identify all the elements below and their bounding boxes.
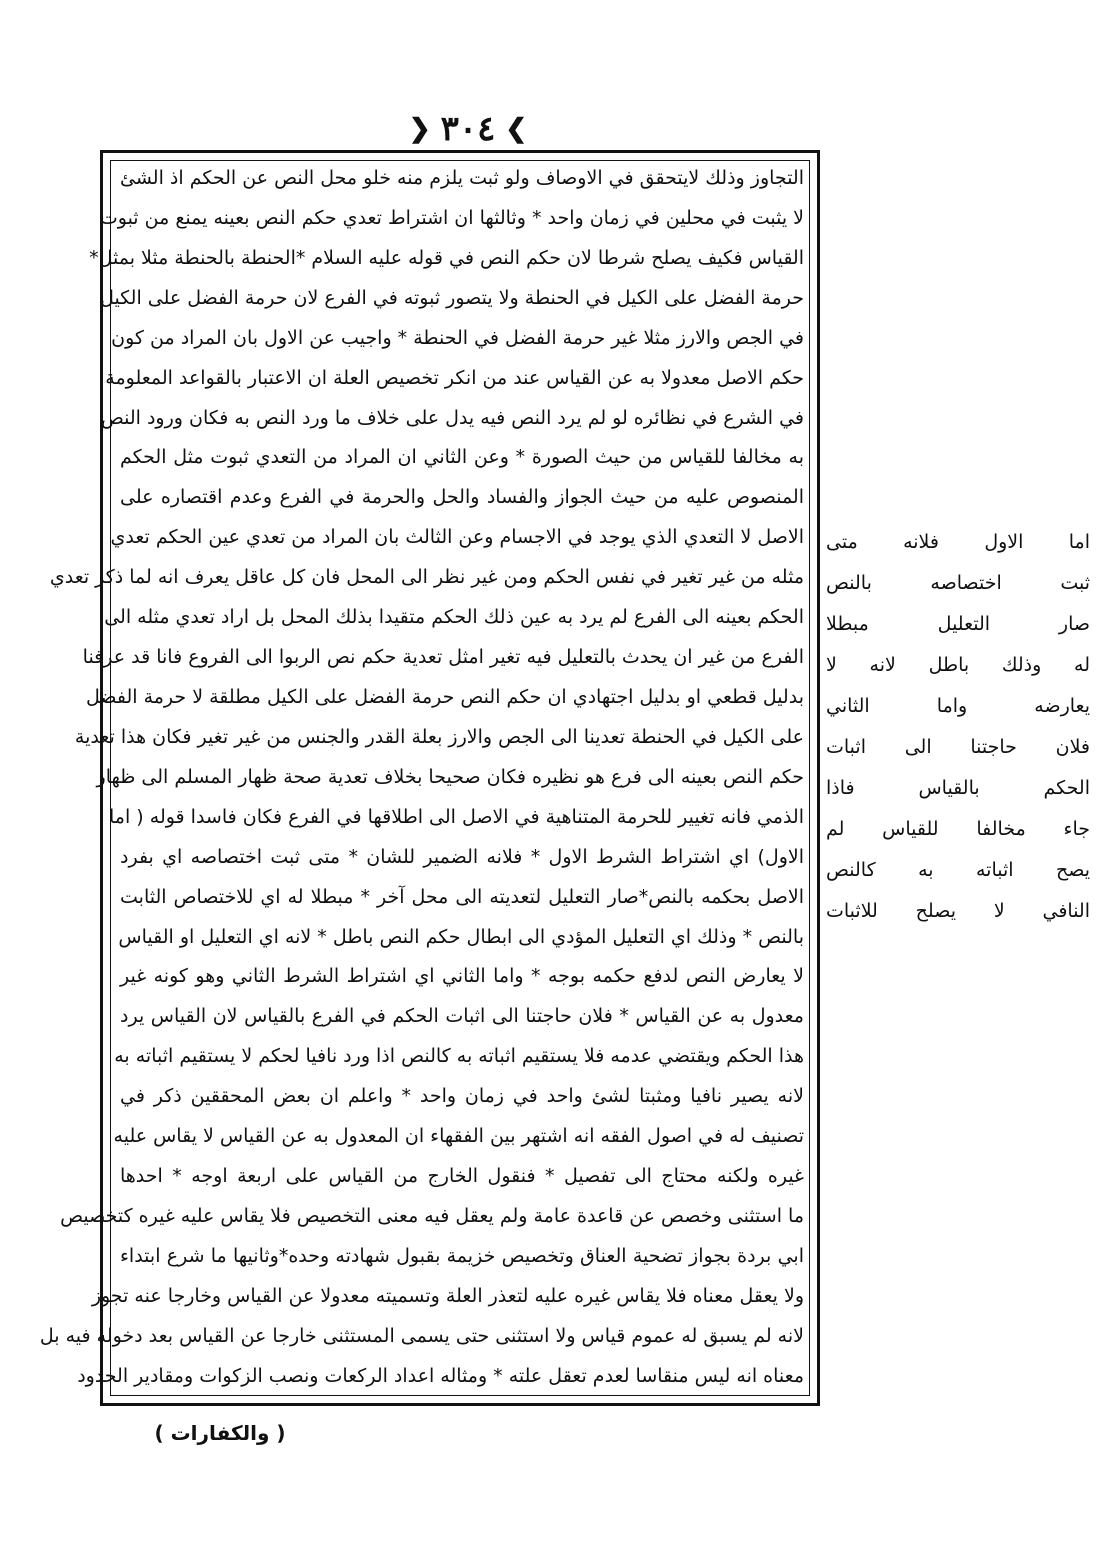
margin-note-line: صار التعليل مبطلا bbox=[826, 613, 1090, 635]
main-text-block bbox=[39, 164, 804, 1392]
text-line: الاصل لا التعدي الذي يوجد في الاجسام وعن الثالث بان المراد من تعدي عين الحكم تعدي bbox=[110, 526, 804, 549]
text-line: لا يعارض النص لدفع حكمه بوجه * واما الثاني اي اشتراط الشرط الثاني وهو كونه غير bbox=[120, 965, 804, 988]
catchword: ( والكفارات ) bbox=[154, 1421, 286, 1445]
text-line: المنصوص عليه من حيث الجواز والفساد والحل والحرمة في الفرع وعدم اقتصاره على bbox=[120, 486, 804, 509]
margin-note-line: له وذلك باطل لانه لا bbox=[826, 654, 1090, 676]
text-line: بدليل قطعي او بدليل اجتهادي ان حكم النص حرمة الفضل على الكيل مطلقة لا حرمة الفضل bbox=[85, 685, 804, 708]
text-line: في الشرع في نظائره لو لم يرد النص فيه يدل على خلاف ما ورد النص به فكان ورود النص bbox=[100, 406, 804, 429]
text-line: معدول به عن القياس * فلان حاجتنا الى اثبات الحكم في الفرع بالقياس لان القياس يرد bbox=[120, 1005, 804, 1028]
margin-note-line: يعارضه واما الثاني bbox=[826, 695, 1090, 717]
margin-note-line: جاء مخالفا للقياس لم bbox=[826, 818, 1090, 840]
text-line: ما استثنى وخصص عن قاعدة عامة ولم يعقل فيه معنى التخصيص فلا يقاس عليه غيره كتخصيص bbox=[60, 1204, 804, 1227]
text-line: حكم الاصل معدولا به عن القياس عند من انكر تخصيص العلة ان الاعتبار بالقواعد المعلومة bbox=[105, 366, 804, 389]
text-line: الفرع من غير ان يحدث بالتعليل فيه تغير امثل تعدية حكم نص الربوا الى الفروع فانا قد عرفنا bbox=[82, 646, 804, 669]
page-number bbox=[398, 108, 538, 150]
text-line: معناه انه ليس منقاسا لعدم تعقل علته * ومثاله اعداد الركعات ونصب الزكوات ومقادير الحدود bbox=[77, 1364, 804, 1387]
margin-note-line: فلان حاجتنا الى اثبات bbox=[826, 736, 1090, 758]
margin-note-line: يصح اثباته به كالنص bbox=[826, 859, 1090, 881]
text-line: حرمة الفضل على الكيل في الحنطة ولا يتصور ثبوته في الفرع لان حرمة الفضل على الكيل bbox=[100, 286, 804, 309]
text-line: الاول) اي اشتراط الشرط الاول * فلانه الضمير للشان * متى ثبت اختصاصه اي بفرد bbox=[120, 845, 804, 868]
text-line: غيره ولكنه محتاج الى تفصيل * فنقول الخارج من القياس على اربعة اوجه * احدها bbox=[120, 1165, 804, 1188]
text-line: في الجص والارز مثلا غير حرمة الفضل في الحنطة * واجيب عن الاول بان المراد من كون bbox=[111, 326, 804, 349]
margin-note-line: اما الاول فلانه متى bbox=[826, 531, 1090, 553]
text-line: لا يثبت في محلين في زمان واحد * وثالثها ان اشتراط تعدي حكم النص بعينه يمنع من ثبوت bbox=[99, 206, 804, 229]
margin-note-line: ثبت اختصاصه بالنص bbox=[826, 572, 1090, 594]
margin-note-line: النافي لا يصلح للاثبات bbox=[826, 900, 1090, 922]
text-line: لانه لم يسبق له عموم قياس ولا استثنى حتى يسمى المستثنى خارجا عن القياس بعد دخوله فيه بل bbox=[39, 1324, 804, 1347]
text-line: الاصل بحكمه بالنص*صار التعليل لتعديته الى محل آخر * مبطلا له اي للاختصاص الثابت bbox=[120, 885, 804, 908]
ornament-left-icon: ❮ bbox=[408, 114, 431, 144]
text-line: القياس فكيف يصلح شرطا لان حكم النص في قوله عليه السلام *الحنطة بالحنطة مثلا بمثل* bbox=[89, 246, 804, 269]
text-line: تصنيف له في اصول الفقه انه اشتهر بين الفقهاء ان المعدول به عن القياس لا يقاس عليه bbox=[113, 1125, 804, 1148]
text-line: مثله من غير تغير في نفس الحكم ومن غير نظر الى المحل فان كل عاقل يعرف انه لما ذكر تعدي bbox=[49, 566, 804, 589]
text-line: الحكم بعينه الى الفرع لم يرد به عين ذلك الحكم متقيدا بذلك المحل بل اراد تعدي مثله الى bbox=[104, 606, 804, 629]
text-line: ولا يعقل معناه فلا يقاس غيره عليه لتعذر العلة وتسميته معدولا عن القياس وخارجا عنه تجوز bbox=[91, 1284, 804, 1307]
margin-note-line: الحكم بالقياس فاذا bbox=[826, 777, 1090, 799]
text-line: على الكيل في الحنطة تعدينا الى الجص والارز بعلة القدر والجنس من غير تغير فكان هذا تعدية bbox=[74, 725, 804, 748]
text-line: هذا الحكم ويقتضي عدمه فلا يستقيم اثباته به كالنص اذا ورد نافيا لحكم لا يستقيم اثباته به bbox=[114, 1045, 804, 1068]
text-line: لانه يصير نافيا ومثبتا لشئ واحد في زمان واحد * واعلم ان بعض المحققين ذكر في bbox=[120, 1085, 804, 1108]
text-line: بالنص * وذلك اي التعليل المؤدي الى ابطال حكم النص باطل * لانه اي التعليل او القياس bbox=[118, 925, 804, 948]
text-line: التجاوز وذلك لايتحقق في الاوصاف ولو ثبت يلزم منه خلو محل النص عن الحكم اذ الشئ bbox=[120, 167, 804, 189]
text-line: ابي بردة بجواز تضحية العناق وتخصيص خزيمة بقبول شهادته وحده*وثانيها ما شرع ابتداء bbox=[120, 1244, 804, 1267]
ornament-right-icon: ❯ bbox=[505, 114, 528, 144]
margin-note bbox=[826, 522, 1090, 932]
text-line: به مخالفا للقياس من حيث الصورة * وعن الثاني ان المراد من التعدي ثبوت مثل الحكم bbox=[120, 446, 804, 469]
text-line: حكم النص بعينه الى فرع هو نظيره فكان صحيحا بخلاف تعدية صحة ظهار المسلم الى ظهار bbox=[96, 765, 804, 788]
text-line: الذمي فانه تغيير للحرمة المتناهية في الاصل الى اطلاقها في الفرع فكان فاسدا قوله ( اما bbox=[109, 805, 804, 828]
page-number-text: ٣٠٤ bbox=[440, 109, 496, 149]
